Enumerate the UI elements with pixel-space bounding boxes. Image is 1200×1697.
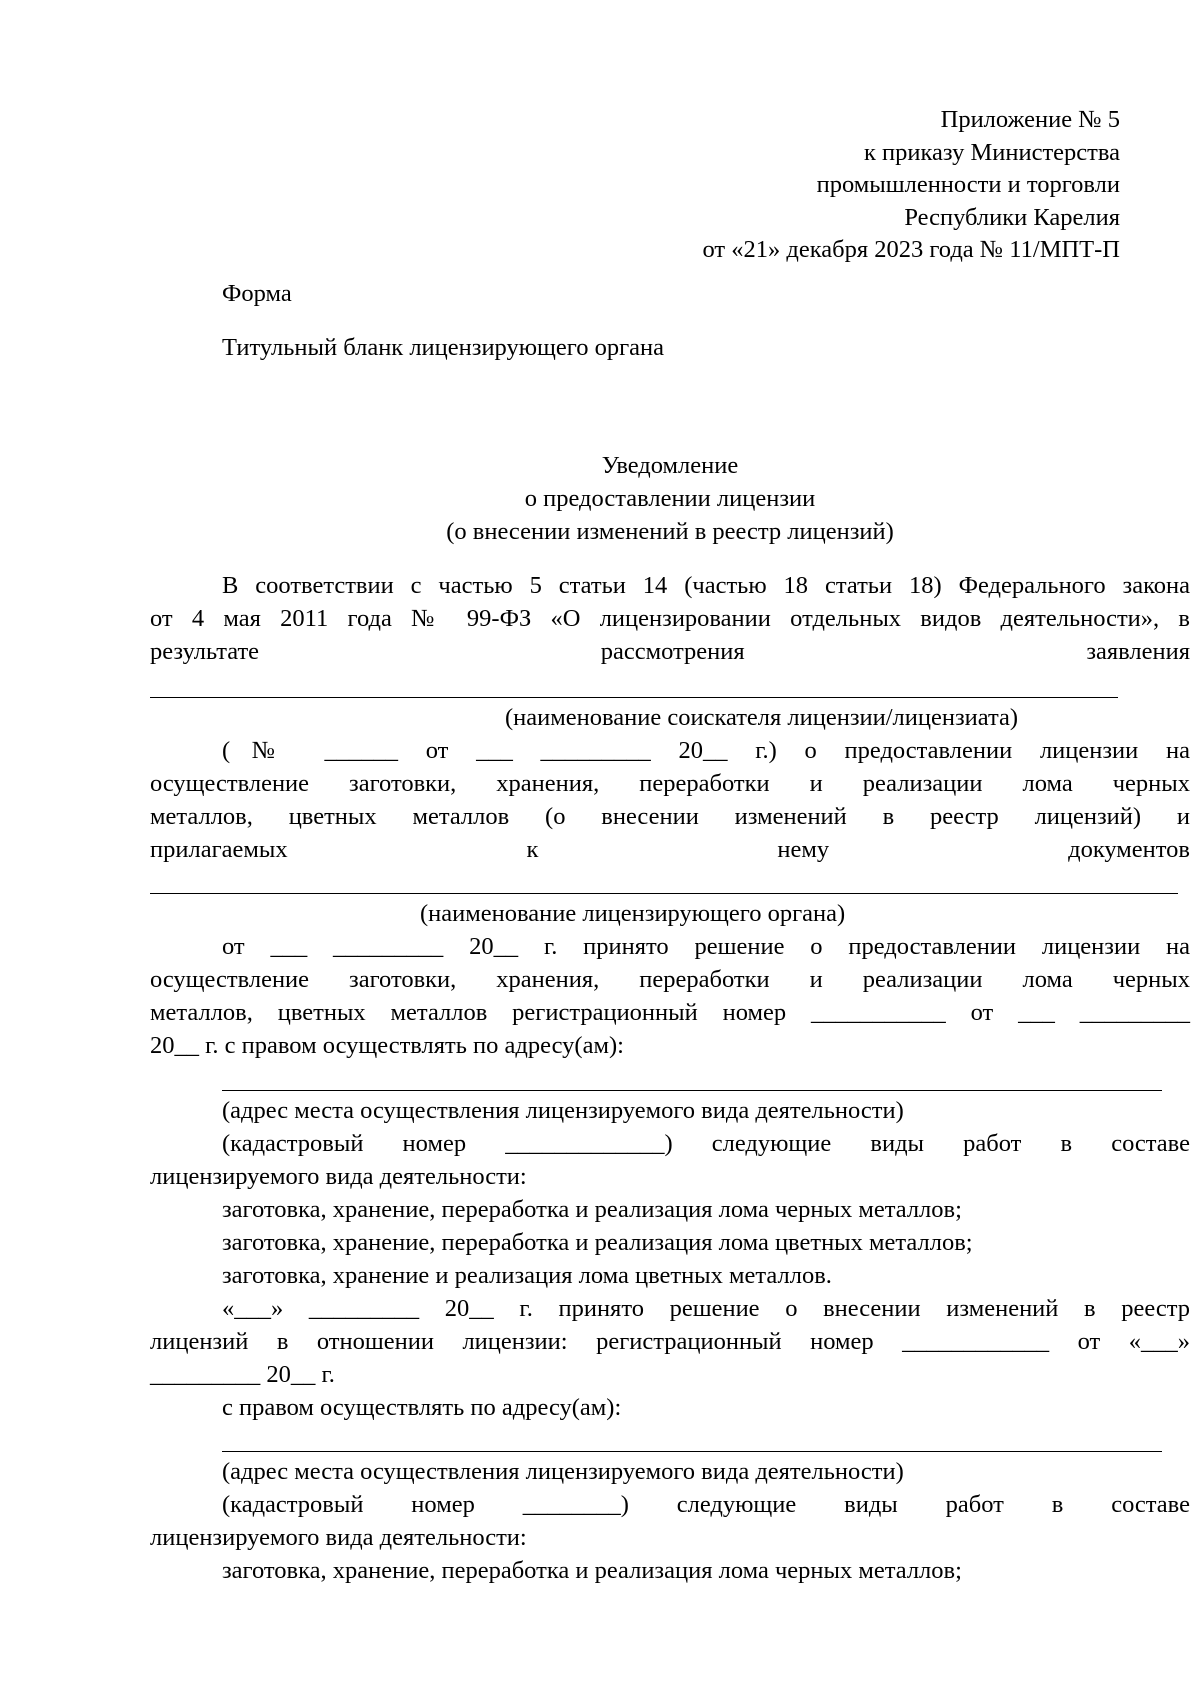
paragraph-line: «___» _________ 20__ г. принято решение о внесении изменений в реестр [222, 1295, 1190, 1322]
paragraph-line: (кадастровый номер _____________) следующие виды работ в составе [222, 1130, 1190, 1157]
approval-line: от «21» декабря 2023 года № 11/МПТ-П [702, 236, 1120, 263]
paragraph-line: осуществление заготовки, хранения, переработки и реализации лома черных [150, 966, 1190, 993]
approval-line: Приложение № 5 [940, 106, 1120, 133]
list-item: заготовка, хранение, переработка и реализация лома черных металлов; [222, 1196, 962, 1223]
paragraph-line: _________ 20__ г. [150, 1361, 335, 1388]
field-caption: (наименование лицензирующего органа) [420, 900, 846, 927]
approval-line: Республики Карелия [904, 203, 1120, 231]
field-caption: (адрес места осуществления лицензируемого вида деятельности) [222, 1097, 904, 1124]
paragraph-line: осуществление заготовки, хранения, переработки и реализации лома черных [150, 770, 1190, 797]
fill-in-line [150, 697, 1118, 698]
paragraph-line: лицензируемого вида деятельности: [150, 1524, 527, 1551]
paragraph-line: прилагаемых к нему документов [150, 836, 1190, 863]
blank-label: Титульный бланк лицензирующего органа [222, 334, 664, 361]
document-subtitle: о предоставлении лицензии [524, 485, 816, 512]
fill-in-line [150, 893, 1178, 894]
field-caption: (наименование соискателя лицензии/лицензиата) [505, 704, 1019, 731]
document-subtitle: (о внесении изменений в реестр лицензий) [446, 518, 894, 545]
paragraph-line: от ___ _________ 20__ г. принято решение о предоставлении лицензии на [222, 933, 1190, 960]
paragraph-line: с правом осуществлять по адресу(ам): [222, 1394, 622, 1421]
list-item: заготовка, хранение, переработка и реализация лома черных металлов; [222, 1557, 962, 1584]
form-label: Форма [222, 280, 292, 307]
approval-block [702, 104, 1120, 267]
document-title: Уведомление [601, 452, 739, 479]
paragraph-line: (№ ______ от ___ _________ 20__ г.) о предоставлении лицензии на [222, 737, 1190, 764]
paragraph-line: лицензируемого вида деятельности: [150, 1163, 527, 1190]
list-item: заготовка, хранение, переработка и реализация лома цветных металлов; [222, 1229, 973, 1256]
paragraph-line: 20__ г. с правом осуществлять по адресу(ам): [150, 1032, 624, 1059]
paragraph-line: результате рассмотрения заявления [150, 638, 1190, 665]
field-caption: (адрес места осуществления лицензируемого вида деятельности) [222, 1458, 904, 1485]
fill-in-line [222, 1451, 1162, 1452]
paragraph-line: металлов, цветных металлов регистрационный номер ___________ от ___ _________ [150, 999, 1190, 1026]
paragraph-line: (кадастровый номер ________) следующие виды работ в составе [222, 1491, 1190, 1518]
list-item: заготовка, хранение и реализация лома цветных металлов. [222, 1262, 832, 1289]
approval-line: к приказу Министерства [864, 138, 1120, 166]
paragraph-line: металлов, цветных металлов (о внесении изменений в реестр лицензий) и [150, 803, 1190, 830]
paragraph-line: В соответствии с частью 5 статьи 14 (частью 18 статьи 18) Федерального закона [222, 572, 1190, 599]
approval-line: промышленности и торговли [816, 171, 1120, 198]
fill-in-line [222, 1090, 1162, 1091]
paragraph-line: лицензий в отношении лицензии: регистрационный номер ____________ от «___» [150, 1328, 1190, 1355]
paragraph-line: от 4 мая 2011 года № 99-ФЗ «О лицензировании отдельных видов деятельности», в [150, 605, 1190, 632]
